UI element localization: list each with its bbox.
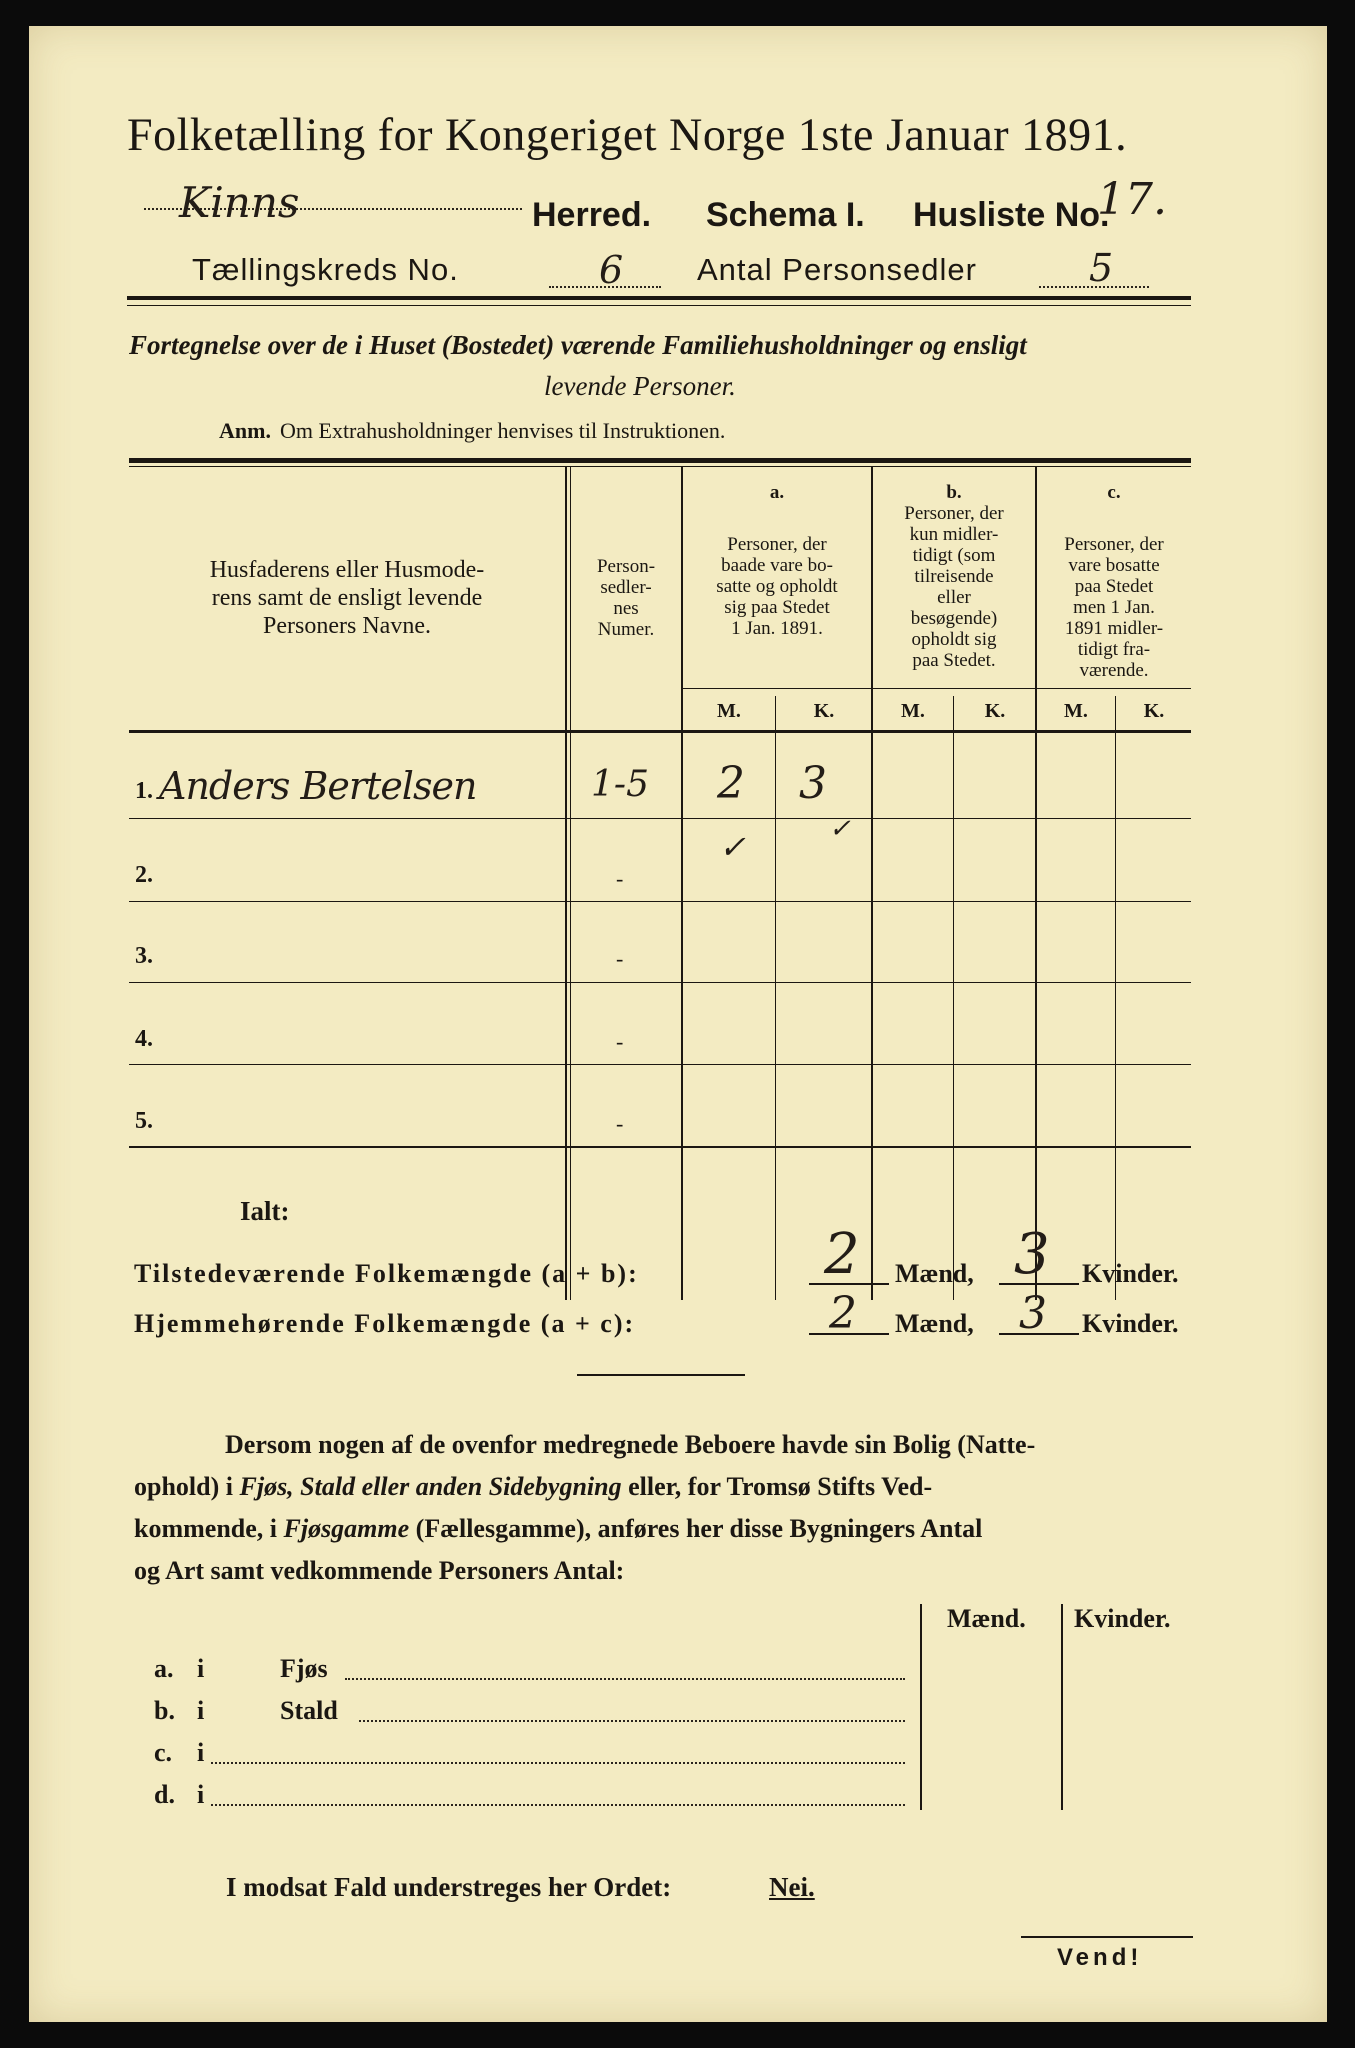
intro-line-1: Fortegnelse over de i Huset (Bostedet) værende Familiehusholdninger og ensligt [129,330,1027,360]
row-1-a-k: 3 [799,758,827,809]
col-c-header [1037,534,1191,681]
buildings-line-2-c: eller, for Tromsø Stifts Ved- [621,1472,933,1501]
tilstede-maend: Mænd, [895,1259,974,1288]
building-d-dots [211,1804,905,1806]
buildings-maend-header: Mænd. [947,1604,1026,1633]
modsat-text: I modsat Fald understreges her Ordet: [226,1872,672,1902]
anm-label: Anm. [219,418,271,443]
row-1-persnum: 1-5 [591,764,649,805]
col-c-header-line-4: men 1 Jan. [1073,597,1155,618]
husliste-value: 17. [1097,174,1167,225]
row-5-persnum: - [616,1111,624,1136]
col-a-header-line-2: baade vare bo- [721,555,833,576]
col-a-header-line-1: Personer, der [727,534,827,555]
col-c-header-line-7: værende. [1079,660,1149,681]
col-num-header-line-2: sedler- [600,577,652,598]
col-c-header-line-5: 1891 midler- [1064,618,1164,639]
col-b-header-line-3: tidigt (som [912,545,996,566]
nei-word: Nei. [769,1872,815,1902]
buildings-divider-1 [920,1604,922,1810]
buildings-line-4: og Art samt vedkommende Personers Antal: [134,1556,625,1585]
row-4-persnum: - [616,1029,624,1054]
buildings-kvinder-header: Kvinder. [1074,1604,1171,1633]
hjemme-m-value: 2 [829,1288,857,1339]
antal-label: Antal Personsedler [697,252,977,287]
col-a-letter: a. [769,482,785,503]
col-a-header-line-3: satte og opholdt [716,576,838,597]
col-b-header-line-5: eller [937,587,971,608]
row-1-check-m: ✓ [719,828,746,866]
vend-label: Vend! [1057,1944,1143,1971]
building-a-i: i [197,1654,205,1683]
row-1-name: Anders Bertelsen [159,764,477,808]
col-divider-am-ak [775,696,776,1300]
b-m-label: M. [901,700,925,722]
a-k-label: K. [813,700,835,722]
buildings-line-3-b: Fjøsgamme [283,1514,410,1543]
col-divider-name [565,467,567,1300]
col-name-header-line-3: Personers Navne. [263,613,431,639]
row-4-rule [129,1064,1191,1065]
b-k-label: K. [984,700,1006,722]
hjemme-label: Hjemmehørende Folkemængde (a + c): [134,1309,636,1338]
col-name-header-line-2: rens samt de ensligt levende [211,585,483,611]
row-3-rule [129,982,1191,983]
col-c-header-line-3: paa Stedet [1074,576,1154,597]
building-d-letter: d. [154,1780,175,1809]
col-b-header [873,503,1035,671]
row-2-persnum: - [616,866,624,891]
col-b-header-line-2: kun midler- [909,524,999,545]
col-b-header-line-6: besøgende) [910,608,998,629]
hjemme-k-value: 3 [1019,1288,1047,1339]
section-separator [577,1374,745,1376]
building-a-letter: a. [154,1654,174,1683]
row-1-a-m: 2 [717,758,745,809]
tilstede-m-value: 2 [824,1222,860,1287]
hjemme-maend: Mænd, [895,1309,974,1338]
c-k-label: K. [1143,700,1165,722]
col-divider-cm-ck [1115,696,1116,1300]
col-num-header-line-4: Numer. [597,619,655,640]
col-a-header [683,534,871,639]
row-5-number: 5. [135,1108,153,1134]
building-b-label: Stald [280,1696,338,1725]
col-c-header-line-6: tidigt fra- [1077,639,1151,660]
mk-row-top-rule [681,688,1191,689]
table-bottom-rule [129,1146,1191,1148]
header-rule-thin [127,305,1191,306]
table-top-rule-thin [129,466,1191,467]
col-num-header-line-1: Person- [596,556,656,577]
anm-text: Om Extrahusholdninger henvises til Instruktionen. [280,418,726,443]
col-num-header [571,556,681,640]
a-m-label: M. [717,700,741,722]
buildings-line-2-a: ophold) i [134,1472,240,1501]
col-a-header-line-4: sig paa Stedet [724,597,830,618]
kreds-label: Tællingskreds No. [192,252,459,287]
ialt-label: Ialt: [240,1196,290,1226]
building-b-letter: b. [154,1696,175,1725]
row-3-persnum: - [616,946,624,971]
header-bottom-rule [129,730,1191,733]
building-b-i: i [197,1696,205,1725]
row-1-rule [129,818,1191,819]
herred-value: Kinns [179,178,300,227]
building-c-letter: c. [154,1738,173,1767]
buildings-line-3-c: (Fællesgamme), anføres her disse Bygningers Antal [409,1514,983,1543]
kreds-value: 6 [599,248,624,292]
tilstede-label: Tilstedeværende Folkemængde (a + b): [134,1259,639,1288]
building-c-i: i [197,1738,205,1767]
col-name-header [137,556,557,640]
herred-label: Herred. [532,196,652,234]
row-3-number: 3. [135,943,153,969]
row-4-number: 4. [135,1026,153,1052]
intro-line-2: levende Personer. [544,371,736,401]
building-d-i: i [197,1780,205,1809]
col-b-header-line-7: opholdt sig [911,629,997,650]
census-form-page [29,26,1327,2022]
form-title: Folketælling for Kongeriget Norge 1ste Januar 1891. [127,109,1128,161]
col-b-header-line-8: paa Stedet. [912,650,996,671]
buildings-divider-2 [1061,1604,1063,1810]
table-top-rule-thick [129,458,1191,463]
col-num-header-line-3: nes [613,598,639,619]
col-name-header-line-1: Husfaderens eller Husmode- [209,557,485,583]
antal-value: 5 [1089,246,1114,290]
buildings-line-2 [134,1472,932,1502]
buildings-line-3-a: kommende, i [134,1514,284,1543]
col-b-letter: b. [946,482,962,503]
col-b-header-line-4: tilreisende [914,566,994,587]
row-2-rule [129,901,1191,902]
buildings-line-3 [134,1514,982,1544]
col-c-header-line-1: Personer, der [1064,534,1164,555]
row-1-check-k: ✓ [829,814,851,844]
row-1-number: 1. [135,778,153,804]
building-c-dots [211,1762,905,1764]
building-a-dots [345,1678,905,1680]
buildings-line-2-b: Fjøs, Stald eller anden Sidebygning [239,1472,622,1501]
building-b-dots [359,1720,905,1722]
tilstede-k-value: 3 [1014,1222,1050,1287]
schema-label: Schema I. [706,196,865,234]
col-divider-bm-bk [953,696,954,1300]
col-b-header-line-1: Personer, der [904,503,1004,524]
tilstede-kvinder: Kvinder. [1082,1259,1179,1288]
building-a-label: Fjøs [280,1654,328,1683]
row-2-number: 2. [135,862,153,888]
c-m-label: M. [1064,700,1088,722]
header-rule-thick [127,296,1191,300]
hjemme-kvinder: Kvinder. [1082,1309,1179,1338]
buildings-line-1: Dersom nogen af de ovenfor medregnede Beboere havde sin Bolig (Natte- [225,1430,1036,1459]
col-c-letter: c. [1107,482,1121,503]
col-c-header-line-2: vare bosatte [1068,555,1160,576]
husliste-label: Husliste No. [913,196,1110,234]
col-a-header-line-5: 1 Jan. 1891. [731,618,823,639]
vend-rule [1021,1936,1193,1938]
